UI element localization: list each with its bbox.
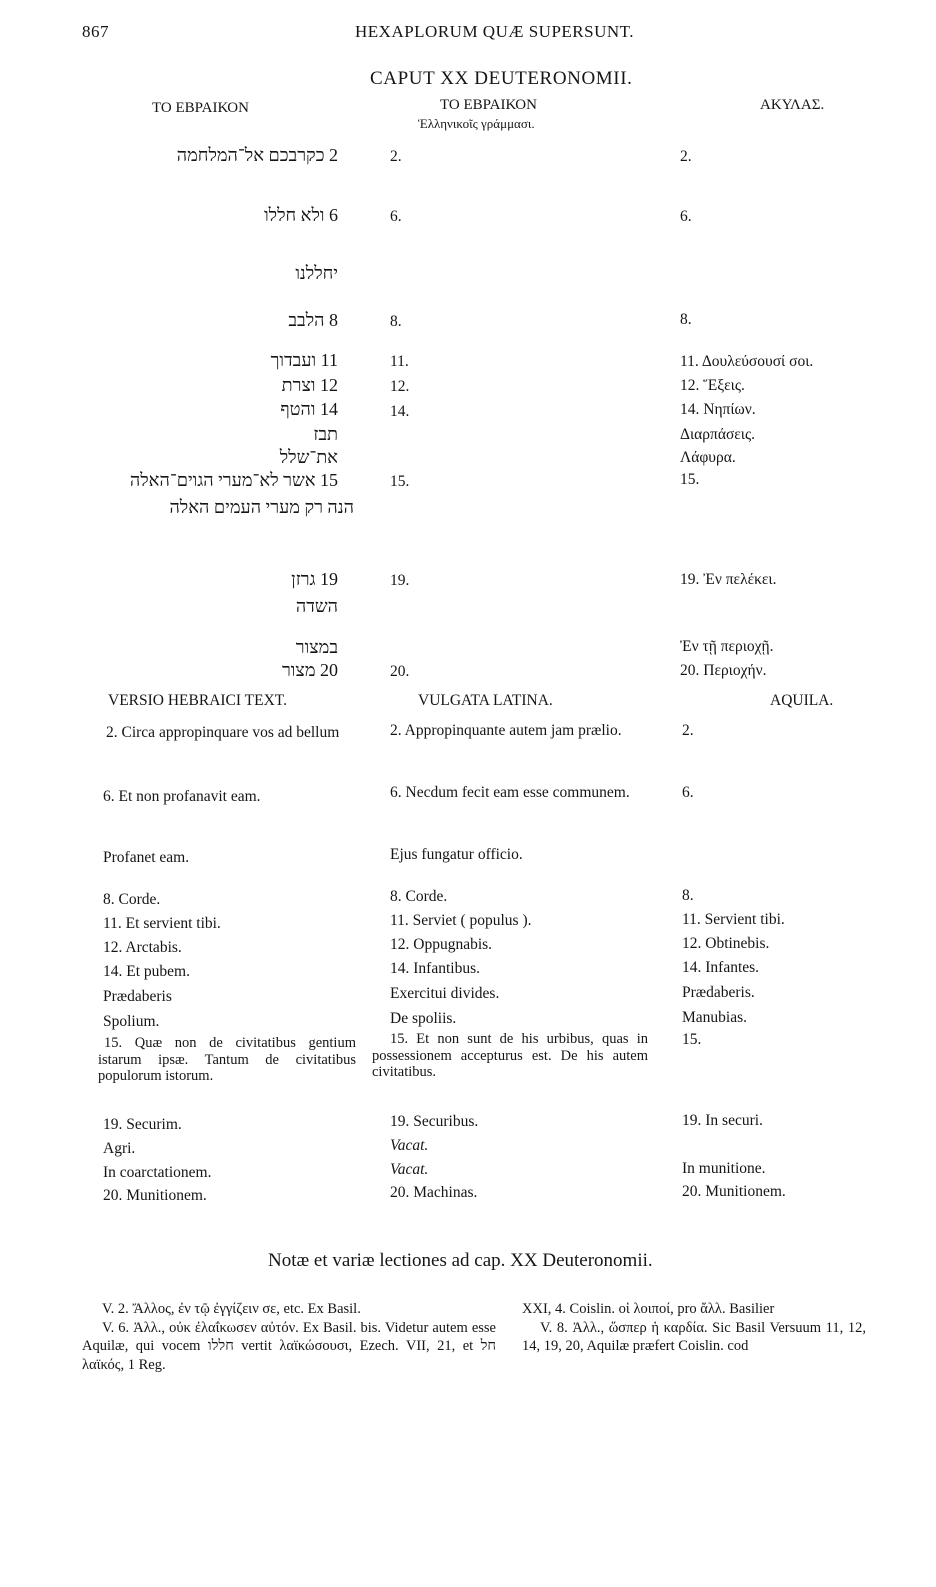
greek-transliteration-cell: 8. — [390, 313, 402, 330]
aquila-latin-cell: 20. Munitionem. — [682, 1183, 786, 1200]
greek-transliteration-cell: 19. — [390, 572, 410, 589]
greek-transliteration-cell: 12. — [390, 378, 410, 395]
note-paragraph: V. 8. Ἀλλ., ὥσπερ ἡ καρδία. Sic Basil Versuum 11, 12, 14, 19, 20, Aquilæ præfert Coislin. cod — [522, 1319, 866, 1354]
note-paragraph: V. 2. Ἄλλος, ἐν τῷ ἐγγίζειν σε, etc. Ex Basil. — [102, 1301, 361, 1317]
header-versio-hebraici: VERSIO HEBRAICI TEXT. — [108, 692, 287, 709]
aquila-greek-cell: 15. — [680, 471, 700, 488]
header-aquila-latin: AQUILA. — [770, 692, 834, 709]
vulgata-cell: 8. Corde. — [390, 888, 448, 905]
header-hebrew-greek: ΤΟ ΕΒΡΑΙΚΟΝ — [440, 97, 537, 113]
aquila-latin-cell: Manubias. — [682, 1009, 748, 1026]
greek-transliteration-cell: 14. — [390, 403, 410, 420]
hebrew-cell: 19 גרזן — [291, 569, 338, 589]
vulgata-cell: 11. Serviet ( populus ). — [390, 912, 532, 929]
versio-cell: In coarctationem. — [103, 1164, 212, 1181]
vulgata-cell: 6. Necdum fecit eam esse communem. — [390, 784, 630, 801]
hebrew-cell: 15 אשר לא־מערי הגוים־האלה — [129, 470, 338, 490]
notes-title: Notæ et variæ lectiones ad cap. XX Deuteronomii. — [268, 1250, 653, 1271]
hebrew-cell: 20 מצור — [281, 660, 338, 680]
vulgata-cell: Vacat. — [390, 1137, 429, 1154]
vulgata-cell: Ejus fungatur officio. — [390, 846, 523, 863]
vulgata-cell: 20. Machinas. — [390, 1184, 478, 1201]
hebrew-cell: 12 וצרת — [281, 375, 338, 395]
aquila-latin-cell: 6. — [682, 784, 694, 801]
aquila-latin-cell: 15. — [682, 1031, 702, 1048]
hebrew-cell: במצור — [295, 637, 338, 657]
aquila-latin-cell: 11. Servient tibi. — [682, 911, 785, 928]
header-hebrew-greek-sub: Ἑλληνικοῖς γράμμασι. — [418, 116, 535, 131]
aquila-greek-cell: Λάφυρα. — [680, 449, 736, 466]
versio-cell: 20. Munitionem. — [103, 1187, 207, 1204]
greek-transliteration-cell: 20. — [390, 663, 410, 680]
aquila-greek-cell: 20. Περιοχήν. — [680, 662, 767, 679]
versio-cell: 2. Circa appropinquare vos ad bellum — [106, 724, 340, 741]
greek-transliteration-cell: 2. — [390, 148, 402, 165]
aquila-latin-cell: In munitione. — [682, 1160, 766, 1177]
aquila-greek-cell: 14. Νηπίων. — [680, 401, 756, 418]
greek-transliteration-cell: 6. — [390, 208, 402, 225]
hebrew-cell: 6 ולא חללו — [264, 205, 338, 225]
versio-cell: 6. Et non profanavit eam. — [103, 788, 261, 805]
hebrew-cell: את־שלל — [279, 447, 338, 467]
vulgata-cell: 14. Infantibus. — [390, 960, 480, 977]
vulgata-cell: 19. Securibus. — [390, 1113, 479, 1130]
versio-cell: Spolium. — [103, 1013, 160, 1030]
versio-cell: 19. Securim. — [103, 1116, 182, 1133]
versio-cell: Prædaberis — [103, 988, 172, 1005]
notes-right-column — [522, 1300, 866, 1356]
aquila-latin-cell: 19. In securi. — [682, 1112, 763, 1129]
aquila-greek-cell: Ἐν τῇ περιοχῇ. — [680, 638, 774, 655]
header-vulgata-latina: VULGATA LATINA. — [418, 692, 553, 709]
note-paragraph: XXI, 4. Coislin. οἱ λοιποί, pro ἄλλ. Basilier — [522, 1301, 775, 1317]
aquila-greek-cell: 12. Ἕξεις. — [680, 377, 745, 394]
versio-cell: 8. Corde. — [103, 891, 161, 908]
vulgata-cell: 2. Appropinquante autem jam prælio. — [390, 722, 622, 739]
hebrew-cell: 2 כקרבכם אל־המלחמה — [176, 145, 338, 165]
aquila-greek-cell: 2. — [680, 148, 692, 165]
aquila-latin-cell: 2. — [682, 722, 694, 739]
vulgata-cell: 12. Oppugnabis. — [390, 936, 493, 953]
aquila-greek-cell: 11. Δουλεύσουσί σοι. — [680, 353, 814, 370]
vulgata-cell: 15. Et non sunt de his urbibus, quas in possessionem accepturus est. De his autem civitatibus. — [372, 1031, 648, 1080]
aquila-latin-cell: Prædaberis. — [682, 984, 755, 1001]
header-aquila-greek: ΑΚΥΛΑΣ. — [760, 97, 825, 113]
greek-transliteration-cell: 11. — [390, 353, 409, 370]
vulgata-cell: De spoliis. — [390, 1010, 457, 1027]
aquila-greek-cell: 8. — [680, 311, 692, 328]
note-paragraph: V. 6. Ἀλλ., οὐκ ἐλαΐκωσεν αὐτόν. Ex Basil. bis. Videtur autem esse Aquilæ, qui vocem חללו vertit λαϊκώσουσι, Ezech. VII, 21, et חל λαϊκός, 1 Reg. — [82, 1319, 496, 1373]
versio-cell: 12. Arctabis. — [103, 939, 182, 956]
page-number: 867 — [82, 22, 109, 41]
hebrew-cell: 14 והטף — [280, 399, 338, 419]
header-hebrew: ΤΟ ΕΒΡΑΙΚΟΝ — [152, 100, 249, 116]
versio-cell: 11. Et servient tibi. — [103, 915, 221, 932]
hebrew-cell: 8 הלבב — [288, 310, 338, 330]
versio-cell: Agri. — [103, 1140, 136, 1157]
hebrew-cell: השדה — [295, 596, 338, 616]
aquila-greek-cell: 19. Ἐν πελέκει. — [680, 571, 777, 588]
versio-cell: Profanet eam. — [103, 849, 190, 866]
aquila-greek-cell: Διαρπάσεις. — [680, 426, 755, 443]
greek-transliteration-cell: 15. — [390, 473, 410, 490]
aquila-latin-cell: 14. Infantes. — [682, 959, 760, 976]
vulgata-cell: Exercitui divides. — [390, 985, 500, 1002]
caput-title: CAPUT XX DEUTERONOMII. — [370, 68, 633, 89]
aquila-latin-cell: 12. Obtinebis. — [682, 935, 770, 952]
aquila-latin-cell: 8. — [682, 887, 694, 904]
vulgata-cell: Vacat. — [390, 1161, 429, 1178]
running-title: HEXAPLORUM QUÆ SUPERSUNT. — [355, 22, 635, 41]
aquila-greek-cell: 6. — [680, 208, 692, 225]
hebrew-cell: יחללנו — [295, 263, 338, 283]
notes-left-column — [82, 1300, 496, 1374]
hebrew-cell: הנה רק מערי העמים האלה — [169, 497, 354, 517]
versio-cell: 14. Et pubem. — [103, 963, 190, 980]
hebrew-cell: 11 ועבדוך — [270, 350, 338, 370]
hebrew-cell: תבז — [313, 424, 338, 444]
versio-cell: 15. Quæ non de civitatibus gentium istarum ipsæ. Tantum de civitatibus populorum istorum. — [98, 1035, 356, 1084]
